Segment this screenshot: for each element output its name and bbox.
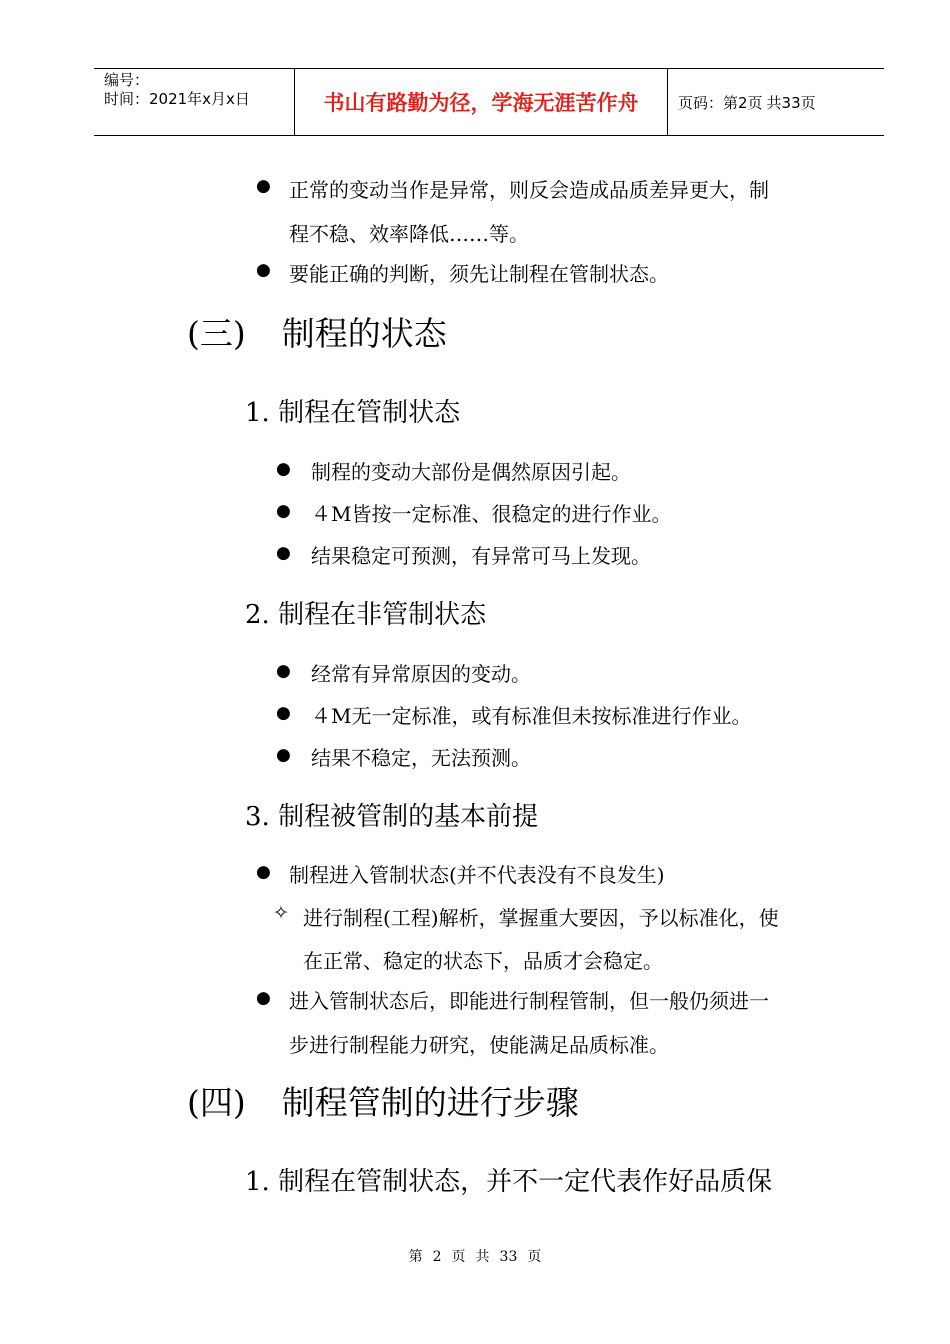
star-outline-icon: ✧ xyxy=(273,902,289,924)
paragraph-line: 要能正确的判断，须先让制程在管制状态。 xyxy=(289,262,669,286)
header-page-cell xyxy=(668,69,884,135)
paragraph-line: 步进行制程能力研究，使能满足品质标准。 xyxy=(289,1033,669,1057)
header-motto: 书山有路勤为径，学海无涯苦作舟 xyxy=(295,69,668,135)
paragraph-line: 程不稳、效率降低……等。 xyxy=(289,222,529,246)
header-info-cell xyxy=(94,69,295,135)
section-title: 制程的状态 xyxy=(281,314,447,353)
section-heading-4 xyxy=(187,1077,579,1124)
footer-page-total: 33 xyxy=(499,1249,518,1265)
list-item: 经常有异常原因的变动。 xyxy=(311,662,531,686)
section-number: (三) xyxy=(187,314,246,353)
paragraph-line: 进入管制状态后，即能进行制程管制，但一般仍须进一 xyxy=(289,989,769,1013)
bullet-icon: ● xyxy=(256,862,271,882)
footer-word: 第 xyxy=(408,1249,423,1265)
header-page-number: 页码：第2页 xyxy=(678,93,763,112)
doc-number-label: 编号： xyxy=(104,71,150,89)
footer-word: 共 xyxy=(475,1249,490,1265)
section-number: (四) xyxy=(187,1083,246,1122)
list-item: ４M皆按一定标准、很稳定的进行作业。 xyxy=(311,502,672,526)
bullet-icon: ● xyxy=(276,543,291,563)
list-item: 制程的变动大部份是偶然原因引起。 xyxy=(311,460,631,484)
list-item: 制程进入管制状态(并不代表没有不良发生) xyxy=(289,863,665,887)
section-title: 制程管制的进行步骤 xyxy=(281,1083,579,1122)
footer-word: 页 xyxy=(451,1249,466,1265)
list-item: ４M无一定标准，或有标准但未按标准进行作业。 xyxy=(311,704,752,728)
bullet-icon: ● xyxy=(276,661,291,681)
bullet-icon: ● xyxy=(276,745,291,765)
paragraph-line: 进行制程(工程)解析，掌握重大要因，予以标准化，使 xyxy=(303,906,779,930)
footer-page-number: 2 xyxy=(432,1249,442,1265)
bullet-icon: ● xyxy=(256,988,271,1008)
bullet-icon: ● xyxy=(276,501,291,521)
list-item: 结果稳定可预测，有异常可马上发现。 xyxy=(311,544,651,568)
bullet-icon: ● xyxy=(276,459,291,479)
subsection-heading: 1. 制程在管制状态 xyxy=(245,398,461,428)
doc-time-label: 时间：2021年x月x日 xyxy=(104,90,250,108)
list-item: 结果不稳定，无法预测。 xyxy=(311,746,531,770)
header-page-total: 共33页 xyxy=(766,93,816,112)
subsection-heading: 1. 制程在管制状态，并不一定代表作好品质保 xyxy=(245,1167,773,1197)
header-table xyxy=(94,68,884,136)
paragraph-line: 在正常、稳定的状态下，品质才会稳定。 xyxy=(303,949,663,973)
footer-word: 页 xyxy=(527,1249,542,1265)
page-footer xyxy=(0,1246,950,1266)
subsection-heading: 3. 制程被管制的基本前提 xyxy=(245,802,539,832)
bullet-icon: ● xyxy=(256,176,271,196)
bullet-icon: ● xyxy=(276,703,291,723)
bullet-icon: ● xyxy=(256,260,271,280)
subsection-heading: 2. 制程在非管制状态 xyxy=(245,600,487,630)
section-heading-3 xyxy=(187,308,447,355)
paragraph-line: 正常的变动当作是异常，则反会造成品质差异更大，制 xyxy=(289,178,769,202)
